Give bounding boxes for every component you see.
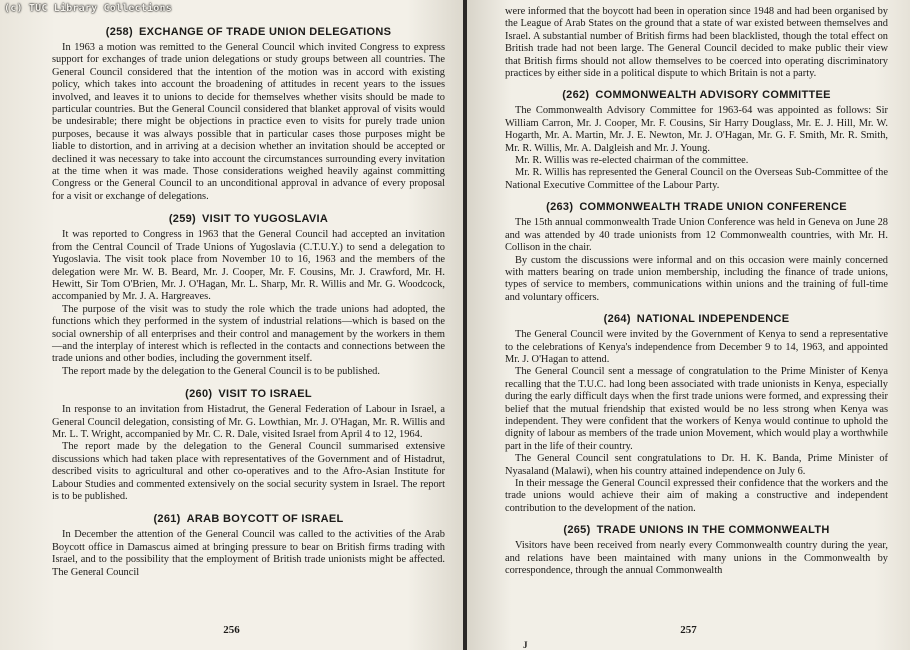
section-heading <box>505 313 888 326</box>
section-number: (262) <box>562 89 590 102</box>
paragraph: The purpose of the visit was to study the role which the trade unions had adopted, the functions which they performed in the system of industrial relations—which is based on the social ownership of all enterprises and their control and management by the workers in them—and the interplay of interest which is reflected in the contacts and connections between the trade unions and other bodies, including the government itself. <box>52 303 445 365</box>
section-number: (264) <box>603 313 631 326</box>
section-title: TRADE UNIONS IN THE COMMONWEALTH <box>596 524 830 537</box>
section-heading <box>505 89 888 102</box>
section-heading <box>52 513 445 526</box>
right-page <box>467 0 910 650</box>
section-number: (258) <box>105 26 133 38</box>
right-page-number: 257 <box>680 624 697 636</box>
section-title: COMMONWEALTH ADVISORY COMMITTEE <box>595 89 831 102</box>
section-title: EXCHANGE OF TRADE UNION DELEGATIONS <box>138 26 392 38</box>
left-page-body <box>52 26 445 579</box>
section-heading <box>505 524 888 537</box>
section-title: VISIT TO ISRAEL <box>218 388 312 401</box>
paragraph: The General Council sent a message of congratulation to the Prime Minister of Kenya recalling that the T.U.C. had long been associated with trade unionists in Kenya, especially during the early difficult days when the first trade unions were formed, and expressing their belief that the mutual friendship that existed would be no less strong when Kenya was independent. They were confident that the workers of Kenya would continue to uphold the dignity of labour as members of the trade union Movement, which would play a worthwhile part in the life of their country. <box>505 366 888 452</box>
section-number: (261) <box>153 513 181 526</box>
section-265 <box>505 524 888 577</box>
section-262 <box>505 89 888 192</box>
paragraph: The General Council sent congratulations to Dr. H. K. Banda, Prime Minister of Nyasaland (Malawi), when his country attained independence on July 6. <box>505 453 888 477</box>
paragraph: The report made by the delegation to the General Council summarised extensive discussions which had taken place with representatives of the Government and of Histadrut, described visits to agricultural and other co-operatives and to the Afro-Asian Institute for Labour Studies and commented extensively on the social security system in Israel. The report is to be published. <box>52 441 445 502</box>
section-number: (259) <box>168 213 197 226</box>
section-title: VISIT TO YUGOSLAVIA <box>202 213 329 226</box>
section-heading <box>505 201 888 214</box>
section-number: (260) <box>185 388 213 401</box>
section-title: NATIONAL INDEPENDENCE <box>636 313 790 326</box>
right-page-body <box>505 89 888 577</box>
section-259 <box>52 213 445 378</box>
paragraph: were informed that the boycott had been in operation since 1948 and had been organised by the League of Arab States on the ground that a state of war existed between themselves and Israel. A substantial number of British firms had been blacklisted, though the total effect on British trade had not been large. The General Council decided to make public their view that British firms should not allow themselves to be coerced into operating discriminatory practices by either side in a political dispute to which Britain is not a party. <box>505 6 888 80</box>
section-heading <box>52 388 445 401</box>
printer-mark: J <box>523 640 528 650</box>
section-number: (265) <box>563 524 591 537</box>
paragraph: The 15th annual commonwealth Trade Union Conference was held in Geneva on June 28 and was attended by 40 trade unionists from 12 Commonwealth countries, with Mr. H. Collison in the chair. <box>505 217 888 254</box>
paragraph: Visitors have been received from nearly every Commonwealth country during the year, and relations have been maintained with many unions in the Commonwealth by correspondence, through the annual Commonwealth <box>505 540 888 577</box>
left-page-number: 256 <box>223 624 240 636</box>
paragraph: By custom the discussions were informal and on this occasion were mainly concerned with matters bearing on trade union membership, including the finance of trade unions, types of service to members, communications within unions and the training of full-time and voluntary officers. <box>505 254 888 303</box>
paragraph: The Commonwealth Advisory Committee for 1963-64 was appointed as follows: Sir William Carron, Mr. J. Cooper, Mr. F. Cousins, Sir Harry Douglass, Mr. E. J. Hill, Mr. W. Hogarth, Mr. A. Martin, Mr. J. E. Newton, Mr. J. O'Hagan, Mr. G. F. Smith, Mr. R. Smith, Mr. R. Willis, Mr. A. Dalgleish and Mr. J. Young. <box>505 105 888 154</box>
paragraph: The report made by the delegation to the General Council is to be published. <box>62 365 380 377</box>
continued-text <box>505 6 888 80</box>
section-title: ARAB BOYCOTT OF ISRAEL <box>186 513 344 526</box>
paragraph: In December the attention of the General Council was called to the activities of the Arab Boycott office in Damascus aimed at bringing pressure to bear on British firms trading with Israel, and to the possibility that the employment of British trade unionists might be affected. The General Council <box>52 529 445 578</box>
section-263 <box>505 201 888 304</box>
paragraph: Mr. R. Willis has represented the General Council on the Overseas Sub-Committee of the National Executive Committee of the Labour Party. <box>505 167 888 191</box>
paragraph: In response to an invitation from Histadrut, the General Federation of Labour in Israel, a General Council delegation, consisting of Mr. G. Lowthian, Mr. J. O'Hagan, Mr. R. Willis and Mr. L. T. Wright, accompanied by Mr. C. R. Dale, visited Israel from April 4 to 12, 1964. <box>52 404 445 440</box>
watermark: (c) TUC Library Collections <box>4 3 172 14</box>
paragraph: In their message the General Council expressed their confidence that the workers and the trade unions would achieve their aim of making a constructive and independent contribution to the development of the nation. <box>505 478 888 514</box>
paragraph: In 1963 a motion was remitted to the General Council which invited Congress to express support for exchanges of trade union delegations or study groups between all countries. The General Council considered that the intention of the motion was in accord with existing policy, which takes into account the broadening of attitudes in recent years to the issues involved, and leaves it to unions to decide for themselves whether visits should be made to particular countries. But the General Council considered that blanket approval of visits would be undesirable; there might be objections in practice even to visits for purely trade union purposes, because it was always possible that in particular cases those purposes might be liable to distortion, and in arriving at a decision whether an invitation should be accepted or declined it was necessary to take into account the circumstances surrounding every invitation at the time when it was made. Those considerations weighed heavily against committing Congress or the General Council to an unconditional approval in advance of every proposal for a visit or exchange of delegations. <box>52 42 445 202</box>
section-heading <box>52 26 445 39</box>
paragraph: Mr. R. Willis was re-elected chairman of the committee. <box>515 155 749 167</box>
paragraph: The General Council were invited by the Government of Kenya to send a representative to the celebrations of Kenya's independence from December 9 to 14, 1963, and appointed Mr. J. O'Hagan to attend. <box>505 329 888 365</box>
section-264 <box>505 313 888 515</box>
section-title: COMMONWEALTH TRADE UNION CONFERENCE <box>579 201 847 214</box>
section-number: (263) <box>546 201 574 214</box>
paragraph: It was reported to Congress in 1963 that the General Council had accepted an invitation from the Central Council of Trade Unions of Yugoslavia (C.T.U.Y.) to send a delegation to Yugoslavia. The visit took place from November 10 to 16, 1963 and the members of the delegation were Mr. W. B. Beard, Mr. J. Cooper, Mr. F. Cousins, Mr. J. Crawford, Mr. H. Hewitt, Sir Tom O'Brien, Mr. J. O'Hagan, Mr. L. Sharp, Mr. R. Willis and Mr. G. Woodcock, accompanied by Mr. J. A. Hargreaves. <box>52 229 445 303</box>
section-258 <box>52 26 445 203</box>
section-261 <box>52 513 445 579</box>
section-260 <box>52 388 445 503</box>
section-heading <box>52 213 445 226</box>
